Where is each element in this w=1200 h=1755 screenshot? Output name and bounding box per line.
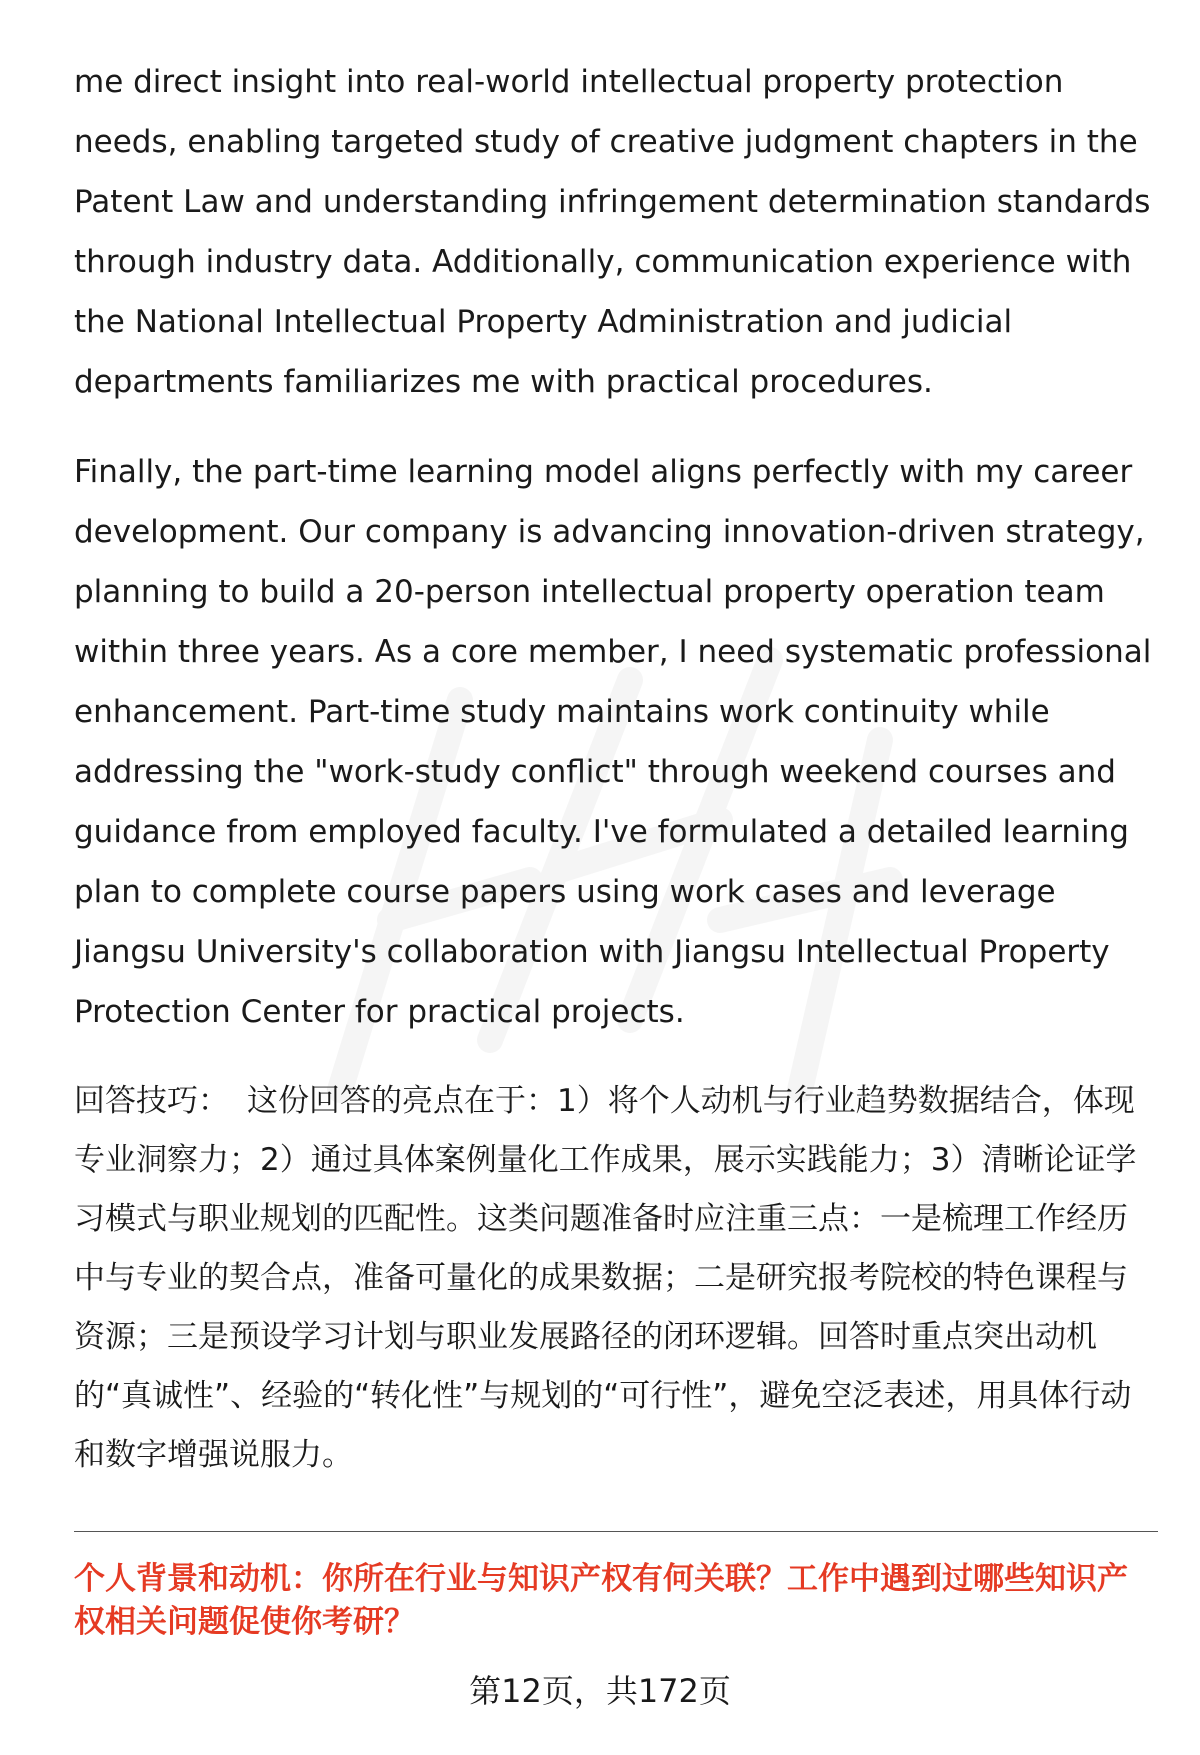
answer-tips-label: 回答技巧：: [74, 1083, 229, 1119]
answer-tips-text: 这份回答的亮点在于：1）将个人动机与行业趋势数据结合，体现专业洞察力；2）通过具体案例量化工作成果，展示实践能力；3）清晰论证学习模式与职业规划的匹配性。这类问题准备时应注重三点：一是梳理工作经历中与专业的契合点，准备可量化的成果数据；二是研究报考院校的特色课程与资源；三是预设学习计划与职业发展路径的闭环逻辑。回答时重点突出动机的“真诚性”、经验的“转化性”与规划的“可行性”，避免空泛表述，用具体行动和数字增强说服力。: [74, 1083, 1137, 1473]
section-divider: [74, 1531, 1158, 1532]
page-content: [74, 52, 1154, 1485]
page-number-footer: 第12页，共172页: [469, 1672, 731, 1710]
next-question-heading: 个人背景和动机：你所在行业与知识产权有何关联？工作中遇到过哪些知识产权相关问题促使你考研？: [74, 1561, 1128, 1640]
body-paragraph-2: Finally, the part-time learning model aligns perfectly with my career development. Our company is advancing innovation-driven strategy, planning to build a 20-person intellectual property operation team within three years. As a core member, I need systematic professional enhancement. Part-time study maintains work continuity while addressing the "work-study conflict" through weekend courses and guidance from employed faculty. I've formulated a detailed learning plan to complete course papers using work cases and leverage Jiangsu University's collaboration with Jiangsu Intellectual Property Protection Center for practical projects.: [74, 454, 1152, 1030]
answer-tips: [74, 1072, 1154, 1485]
body-paragraph-1: me direct insight into real-world intellectual property protection needs, enabling targeted study of creative judgment chapters in the Patent Law and understanding infringement determination standards through industry data. Additionally, communication experience with the National Intellectual Property Administration and judicial departments familiarizes me with practical procedures.: [74, 64, 1151, 400]
